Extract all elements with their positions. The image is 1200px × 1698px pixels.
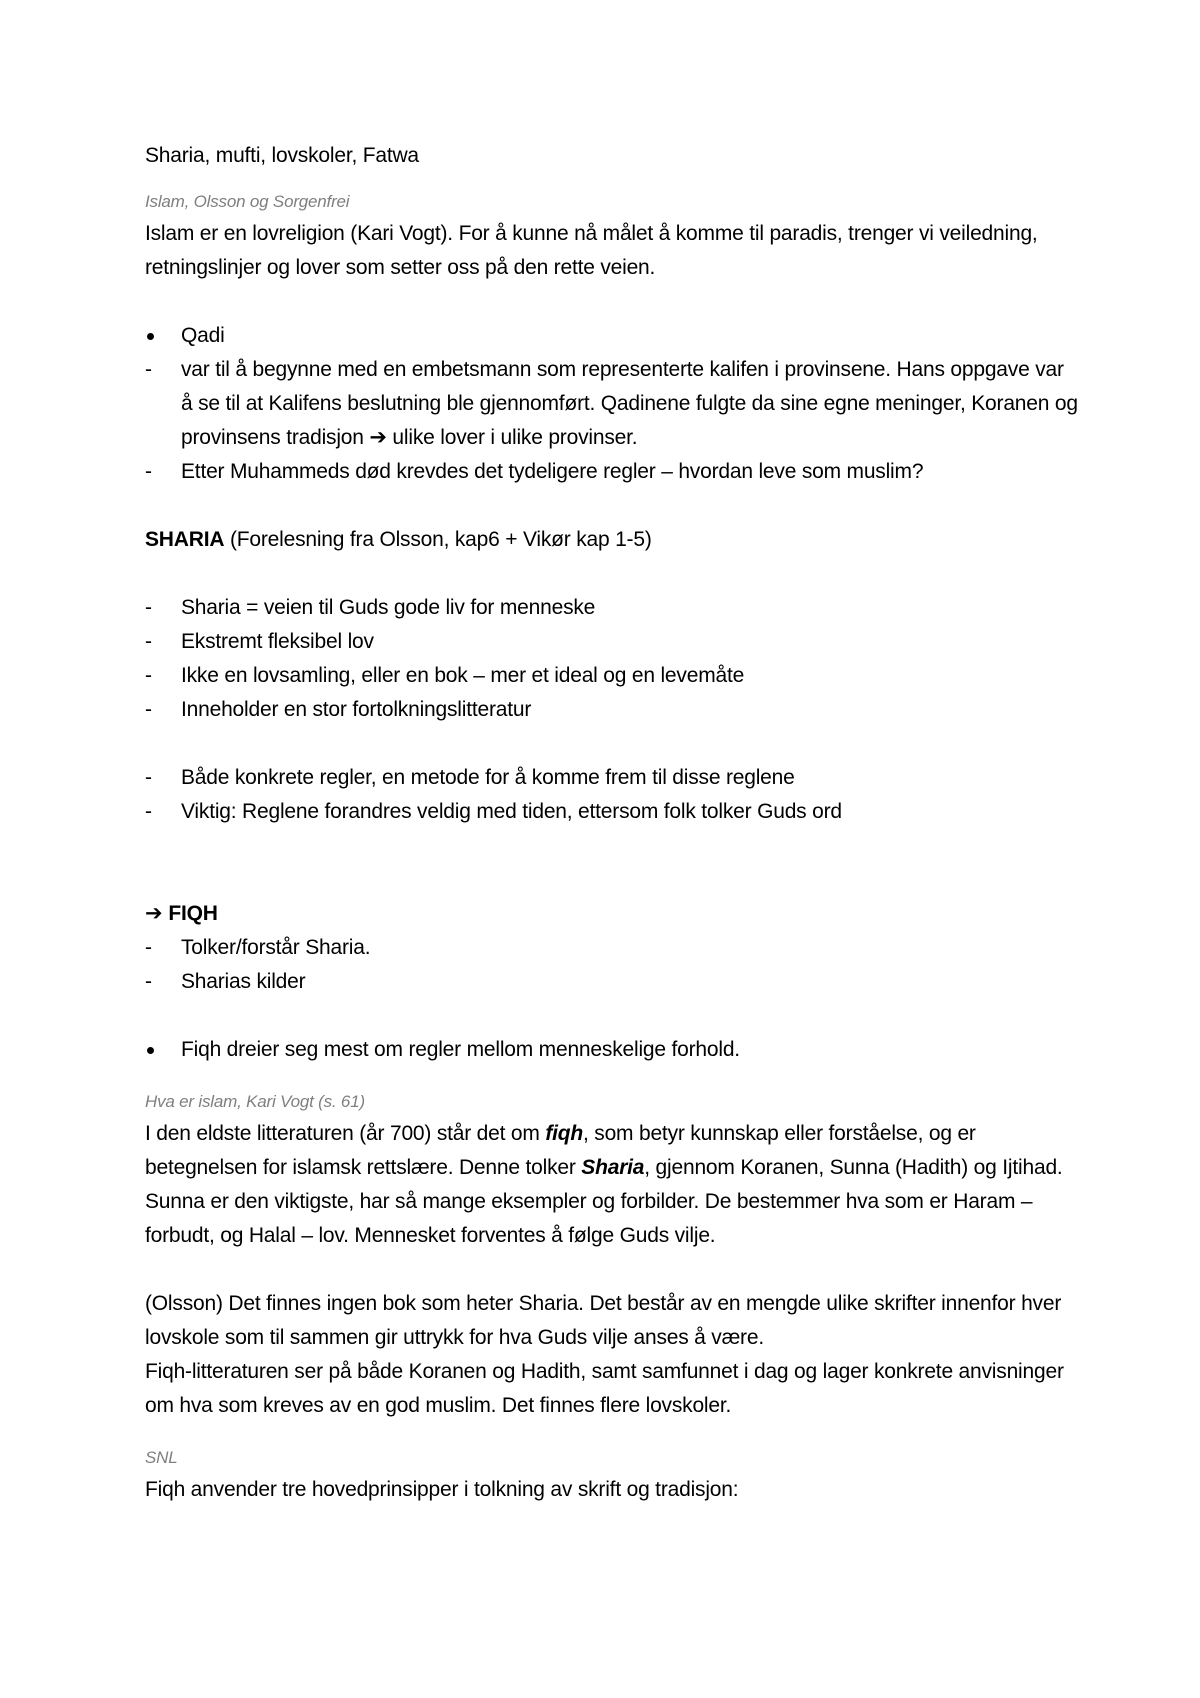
snl-paragraph: Fiqh anvender tre hovedprinsipper i tolkning av skrift og tradisjon: — [145, 1478, 739, 1501]
dash-marker: - — [145, 630, 152, 653]
dash-marker: - — [145, 800, 152, 823]
list-item — [145, 319, 1080, 353]
list-item-text: Qadi — [181, 324, 225, 347]
document-body — [145, 139, 1080, 1507]
list-item — [145, 931, 1080, 965]
dash-marker: - — [145, 698, 152, 721]
vogt-paragraph — [145, 1117, 1080, 1253]
list-item-text: Inneholder en stor fortolkningslitteratur — [181, 698, 532, 721]
list-item-text: Tolker/forstår Sharia. — [181, 936, 371, 959]
arrow-right-icon: ➔ — [145, 902, 163, 925]
dash-marker: - — [145, 460, 152, 483]
fiqh-literature-paragraph: Fiqh-litteraturen ser på både Koranen og Hadith, samt samfunnet i dag og lager konkrete anvisninger om hva som kreves av en god muslim. Det finnes flere lovskoler. — [145, 1360, 1064, 1417]
list-item-text: Fiqh dreier seg mest om regler mellom menneskelige forhold. — [181, 1038, 740, 1061]
source-citation: Hva er islam, Kari Vogt (s. 61) — [145, 1092, 365, 1111]
list-item-text: Ikke en lovsamling, eller en bok – mer et ideal og en levemåte — [181, 664, 745, 687]
list-item-text: Etter Muhammeds død krevdes det tydeligere regler – hvordan leve som muslim? — [181, 460, 924, 483]
olsson-paragraph: (Olsson) Det finnes ingen bok som heter Sharia. Det består av en mengde ulike skrifter innenfor hver lovskole som til sammen gir uttrykk for hva Guds vilje anses å være. — [145, 1292, 1062, 1349]
sharia-term: Sharia — [581, 1156, 645, 1179]
sharia-heading-note: (Forelesning fra Olsson, kap6 + Vikør kap 1-5) — [224, 528, 652, 551]
list-item — [145, 591, 1080, 625]
dash-marker: - — [145, 358, 152, 381]
sharia-list-a — [145, 591, 1080, 727]
document-title: Sharia, mufti, lovskoler, Fatwa — [145, 144, 419, 167]
dash-marker: - — [145, 766, 152, 789]
list-item — [145, 625, 1080, 659]
list-item-text: Viktig: Reglene forandres veldig med tiden, ettersom folk tolker Guds ord — [181, 800, 842, 823]
list-item-text: Sharias kilder — [181, 970, 306, 993]
list-item — [145, 693, 1080, 727]
fiqh-list — [145, 931, 1080, 999]
dash-marker: - — [145, 596, 152, 619]
source-citation: Islam, Olsson og Sorgenfrei — [145, 192, 350, 211]
list-item — [145, 353, 1080, 455]
list-item — [145, 659, 1080, 693]
dash-marker: - — [145, 970, 152, 993]
list-item — [145, 965, 1080, 999]
list-item — [145, 761, 1080, 795]
fiqh-bullet-list — [145, 1033, 1080, 1067]
sharia-heading: SHARIA — [145, 528, 225, 551]
list-item-text: Både konkrete regler, en metode for å komme frem til disse reglene — [181, 766, 795, 789]
intro-paragraph: Islam er en lovreligion (Kari Vogt). For å kunne nå målet å komme til paradis, trenger vi veiledning, retningslinjer og lover som setter oss på den rette veien. — [145, 222, 1038, 279]
dash-marker: - — [145, 936, 152, 959]
list-item-text: Sharia = veien til Guds gode liv for menneske — [181, 596, 596, 619]
paragraph-text: , som betyr kunnskap eller forståelse, og er betegnelsen for islamsk rettslære. Denne tolker — [145, 1122, 976, 1179]
source-citation: SNL — [145, 1448, 178, 1467]
fiqh-heading-line — [145, 897, 1080, 931]
list-item-text: Ekstremt fleksibel lov — [181, 630, 374, 653]
sharia-heading-line — [145, 523, 1080, 557]
fiqh-heading: FIQH — [168, 902, 218, 925]
list-item-text: var til å begynne med en embetsmann som representerte kalifen i provinsene. Hans oppgave var å se til at Kalifens beslutning ble gjennomført. Qadinene fulgte da sine egne meninger, Koranen og provinsens tradisjon ➔ ulike lover i ulike provinser. — [181, 358, 1078, 449]
list-item — [145, 455, 1080, 489]
sharia-list-b — [145, 761, 1080, 829]
paragraph-text: I den eldste litteraturen (år 700) står det om — [145, 1122, 546, 1145]
paragraph-text: , gjennom Koranen, Sunna (Hadith) og Ijtihad. Sunna er den viktigste, har så mange eksempler og forbilder. De bestemmer hva som er Haram – forbudt, og Halal – lov. Mennesket forventes å følge Guds vilje. — [145, 1156, 1063, 1247]
fiqh-term: fiqh — [545, 1122, 583, 1145]
list-item — [145, 1033, 1080, 1067]
qadi-list — [145, 319, 1080, 489]
dash-marker: - — [145, 664, 152, 687]
list-item — [145, 795, 1080, 829]
